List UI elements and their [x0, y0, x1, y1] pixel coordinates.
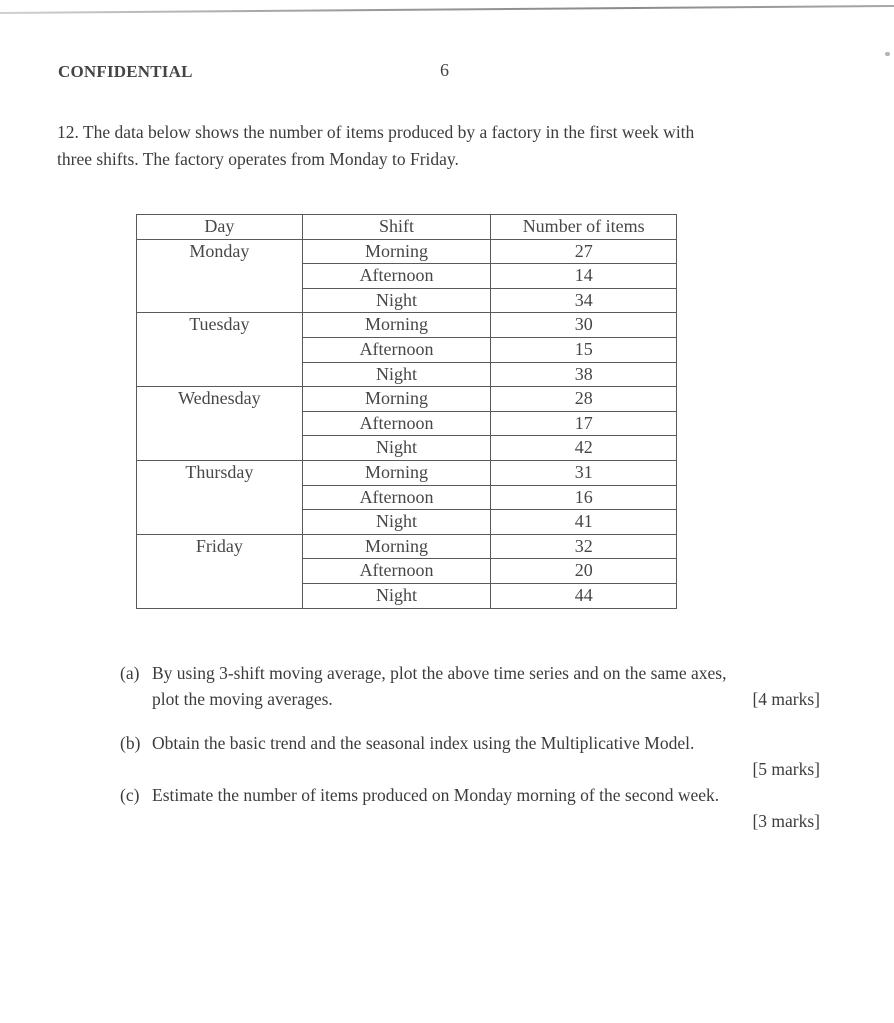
shift-cell: Night	[302, 583, 491, 608]
shift-cell: Night	[302, 436, 491, 461]
items-cell: 31	[491, 460, 677, 485]
items-cell: 17	[491, 411, 677, 436]
column-header-items: Number of items	[491, 215, 677, 240]
page-number: 6	[440, 60, 449, 80]
column-header-day: Day	[137, 215, 303, 240]
shift-cell: Morning	[302, 239, 491, 264]
table-row	[137, 239, 677, 264]
question-intro-line-1: 12. The data below shows the number of items produced by a factory in the first week with	[57, 122, 695, 142]
items-cell: 32	[491, 534, 677, 559]
items-cell: 15	[491, 337, 677, 362]
sub-question-label: (a)	[120, 663, 140, 683]
items-cell: 34	[491, 288, 677, 313]
items-cell: 42	[491, 436, 677, 461]
items-cell: 14	[491, 264, 677, 289]
marks-label: [3 marks]	[752, 811, 820, 831]
sub-questions	[120, 660, 820, 834]
shift-cell: Afternoon	[302, 411, 491, 436]
shift-cell: Morning	[302, 387, 491, 412]
table-row	[137, 313, 677, 338]
sub-question-text-line-1: By using 3-shift moving average, plot the above time series and on the same axes,	[152, 663, 727, 683]
table-row	[137, 387, 677, 412]
items-cell: 38	[491, 362, 677, 387]
shift-cell: Night	[302, 362, 491, 387]
sub-question-a	[120, 660, 820, 712]
items-cell: 44	[491, 583, 677, 608]
shift-cell: Afternoon	[302, 337, 491, 362]
items-cell: 28	[491, 387, 677, 412]
marks-label: [4 marks]	[752, 689, 820, 709]
items-cell: 27	[491, 239, 677, 264]
items-cell: 41	[491, 510, 677, 535]
shift-cell: Afternoon	[302, 559, 491, 584]
day-cell: Monday	[137, 239, 303, 313]
shift-cell: Night	[302, 288, 491, 313]
column-header-shift: Shift	[302, 215, 491, 240]
question-intro-line-2: three shifts. The factory operates from Monday to Friday.	[57, 149, 459, 169]
day-cell: Friday	[137, 534, 303, 608]
scan-edge-line	[0, 5, 894, 14]
production-table	[136, 214, 677, 609]
day-cell: Wednesday	[137, 387, 303, 461]
shift-cell: Afternoon	[302, 485, 491, 510]
items-cell: 20	[491, 559, 677, 584]
day-cell: Tuesday	[137, 313, 303, 387]
sub-question-text-line-2: plot the moving averages.	[152, 689, 333, 709]
sub-question-c	[120, 782, 820, 834]
day-cell: Thursday	[137, 460, 303, 534]
marks-label: [5 marks]	[752, 759, 820, 779]
table-header-row	[137, 215, 677, 240]
confidential-header: CONFIDENTIAL	[58, 62, 193, 81]
sub-question-label: (c)	[120, 785, 140, 805]
sub-question-label: (b)	[120, 733, 141, 753]
sub-question-text-line-1: Obtain the basic trend and the seasonal index using the Multiplicative Model.	[152, 733, 695, 753]
table-row	[137, 460, 677, 485]
shift-cell: Morning	[302, 534, 491, 559]
shift-cell: Afternoon	[302, 264, 491, 289]
shift-cell: Night	[302, 510, 491, 535]
items-cell: 30	[491, 313, 677, 338]
sub-question-b	[120, 730, 820, 782]
question-intro	[57, 119, 827, 173]
shift-cell: Morning	[302, 460, 491, 485]
sub-question-text-line-1: Estimate the number of items produced on Monday morning of the second week.	[152, 785, 720, 805]
shift-cell: Morning	[302, 313, 491, 338]
production-table-body	[137, 215, 677, 609]
items-cell: 16	[491, 485, 677, 510]
table-row	[137, 534, 677, 559]
scan-speck	[885, 52, 890, 56]
